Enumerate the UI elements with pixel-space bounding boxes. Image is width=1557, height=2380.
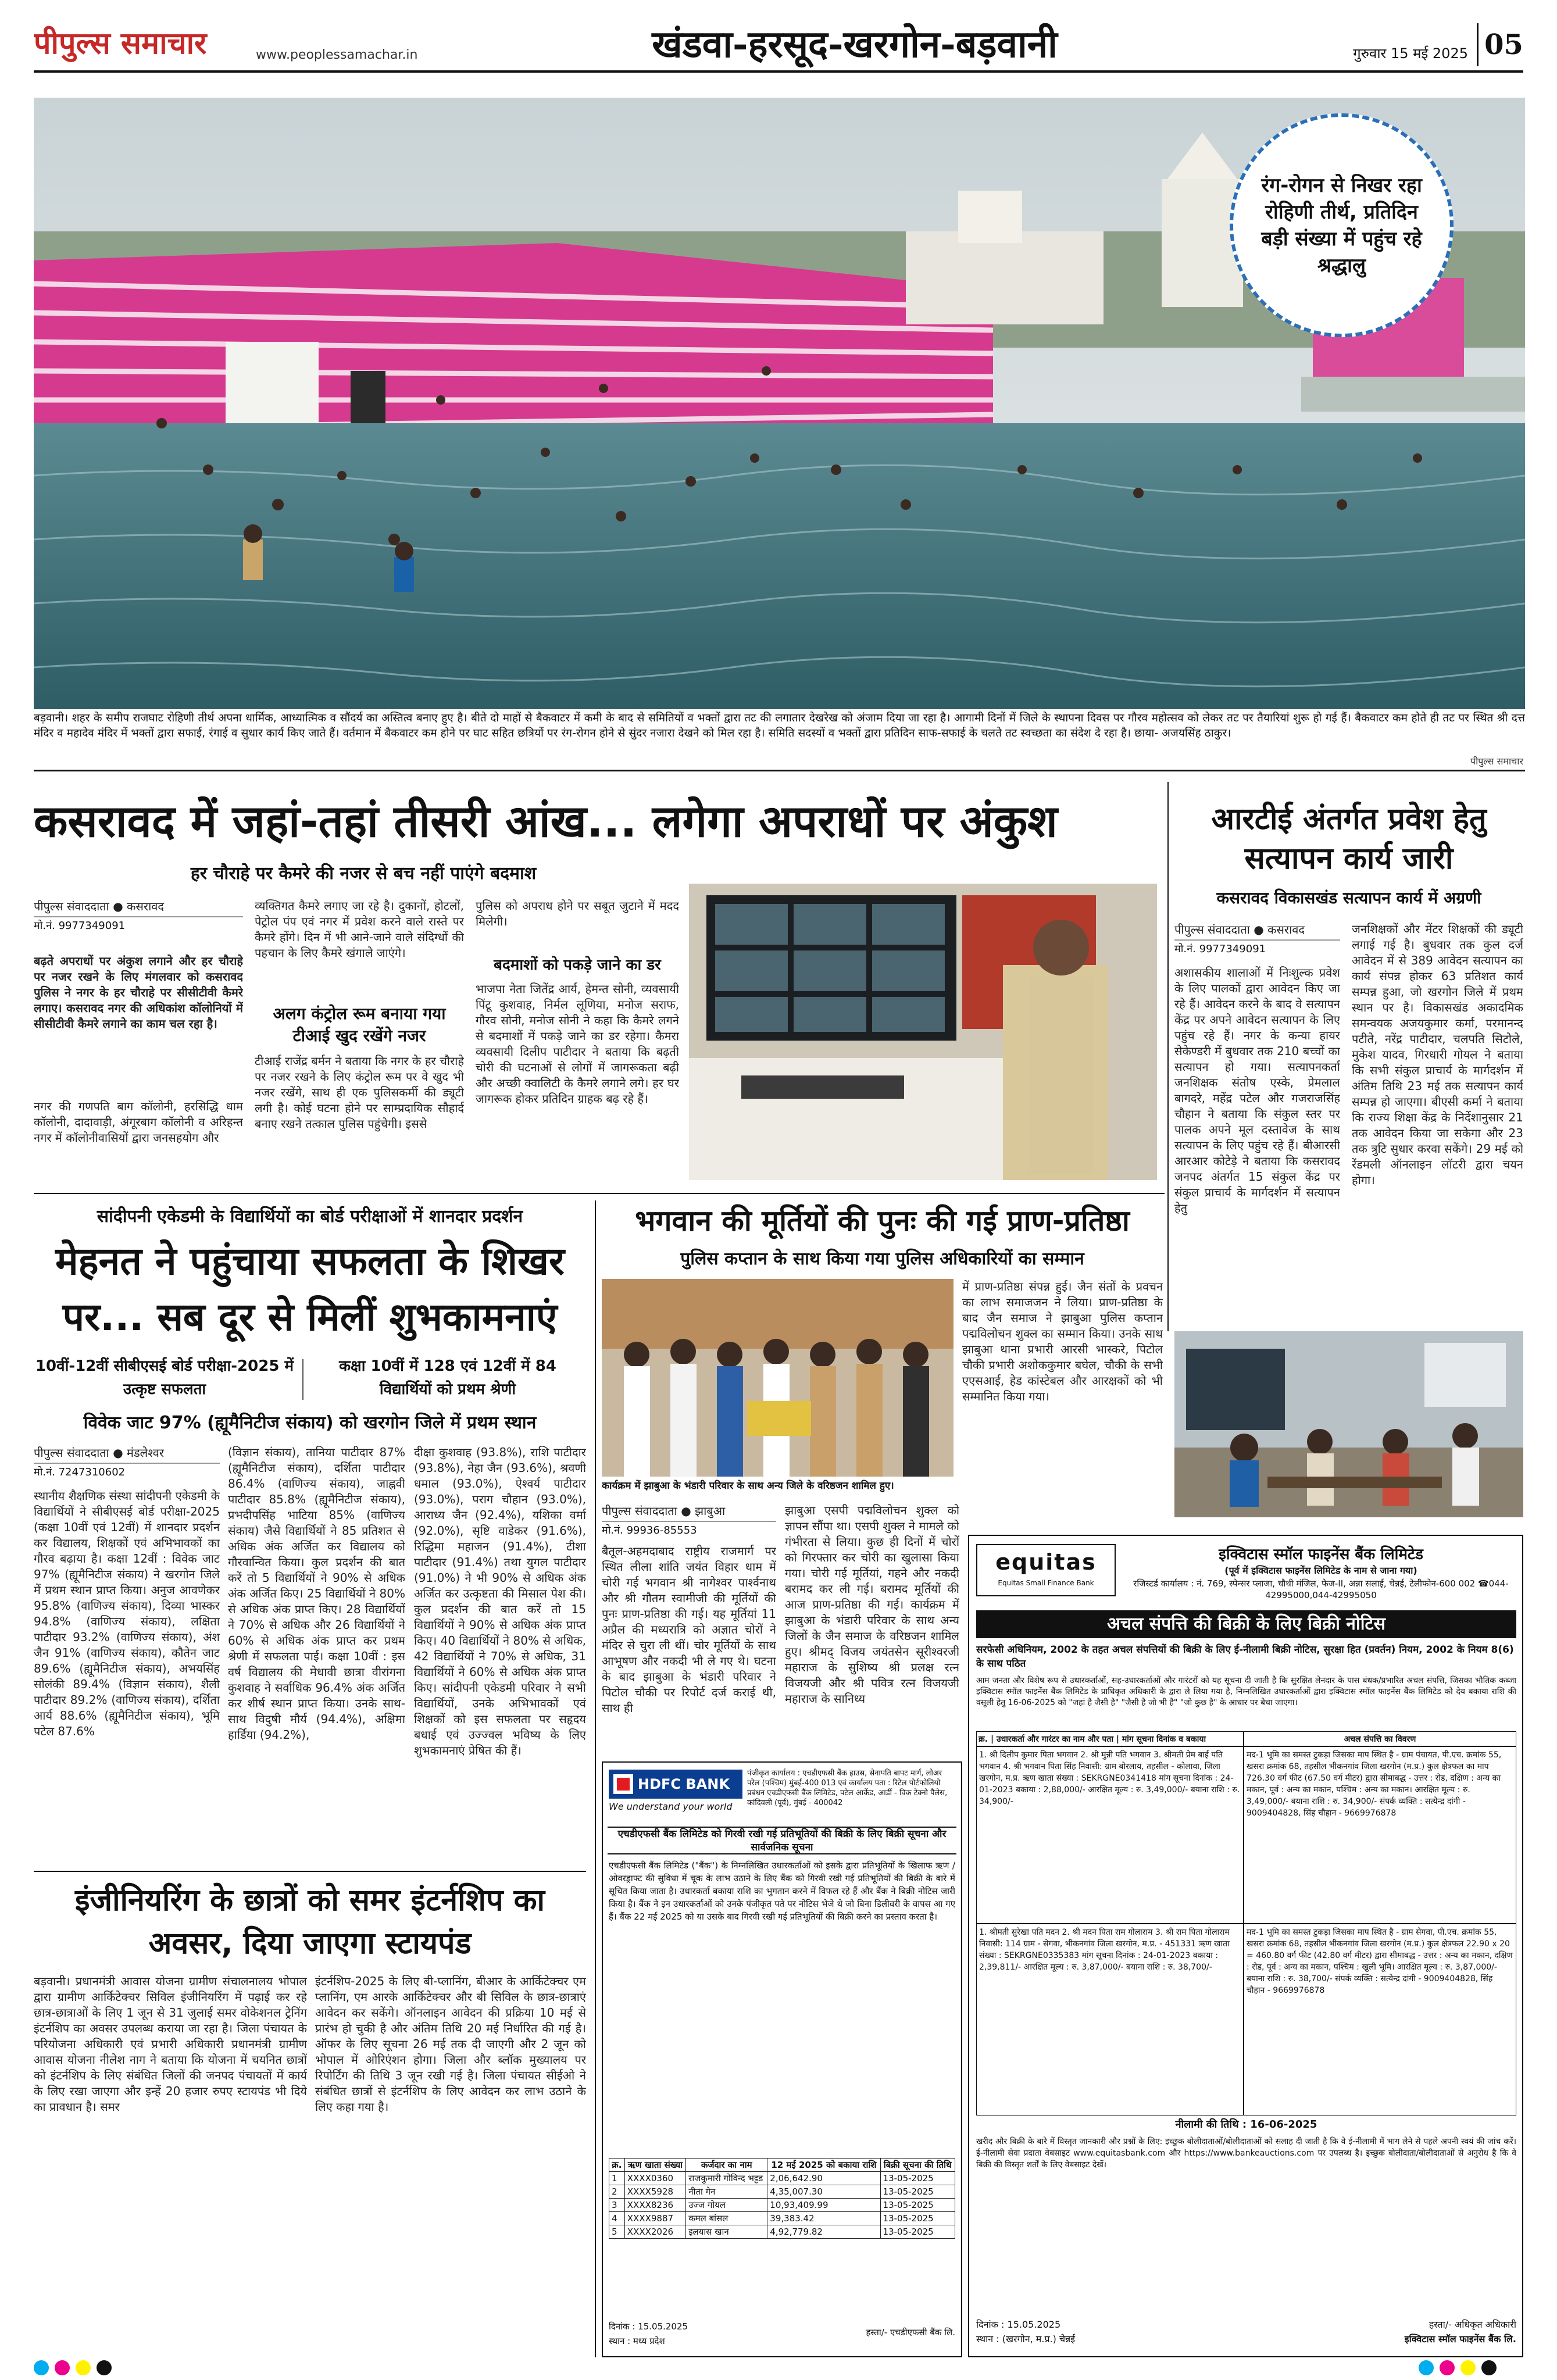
issue-date: गुरुवार 15 मई 2025: [1353, 45, 1468, 62]
hdfc-signature: हस्ता/- एचडीएफसी बैंक लि.: [866, 2327, 955, 2338]
engineering-col1: बड़वानी। प्रधानमंत्री आवास योजना ग्रामीण संचालनालय भोपाल द्वारा ग्रामीण आर्किटेक्चर सिविल इंजीनियरिंग में पढ़ाई कर रहे छात्र-छात्राओं के लिए 1 जून से 31 जुलाई समर वोकेशनल ट्रेनिंग इंटर्नशिप का अवसर उपलब्ध कराया जा रहा है। जिला पंचायत के परियोजना अधिकारी एवं प्रभारी अधिकारी प्रधानमंत्री ग्रामीण आवास योजना नीलेश नाग ने बताया कि योजना में चयनित छात्रों को इंटर्नशिप के लिए संबंधित जिलों की जनपद पंचायतों में कार्य के लिए रखा जाएगा और इन्हें 20 हजार रुपए स्टायपंड भी दिये का प्रावधान है। समर: [34, 1974, 307, 2114]
kasrawad-byline: पीपुल्स संवाददाता ● कसरावद: [34, 898, 243, 917]
table-row: [609, 2199, 955, 2212]
hdfc-title: एचडीएफसी बैंक लिमिटेड को गिरवी रखी गई प्रतिभूतियों की बिक्री के लिए बिक्री सूचना और सार्वजनिक सूचना: [608, 1827, 956, 1854]
cell: 13-05-2025: [880, 2212, 955, 2225]
cell: 4: [609, 2212, 625, 2225]
equitas-sign1: हस्ता/- अधिकृत अधिकारी: [1429, 2319, 1516, 2330]
cell: 1: [609, 2172, 625, 2185]
equitas-address: रजिस्टर्ड कार्यालय : नं. 769, स्पेन्सर प्लाजा, चौथी मंजिल, फेज-II, अन्ना सलाई, चेन्नई, टेलीफोन-600 002 ☎044-42995000,044-42995050: [1133, 1578, 1509, 1600]
sandipani-headline: मेहनत ने पहुंचाया सफलता के शिखर पर... सब दूर से मिलीं शुभकामनाएं: [55, 1239, 565, 1339]
cell: 4,35,007.30: [767, 2185, 880, 2199]
lead-bubble: [1230, 113, 1454, 337]
equitas-place: स्थान : (खरगोन, म.प्र.) चेन्नई: [976, 2333, 1076, 2345]
table-row: [609, 2172, 955, 2185]
cell: राजकुमारी गोविन्द भट्टड: [686, 2172, 767, 2185]
cell: XXXX2026: [624, 2225, 685, 2239]
equitas-row1-left: 1. श्री दिलीप कुमार पिता भगवान 2. श्री मुन्नी पति भगवान 3. श्रीमती प्रेम बाई पति भगवान 4. श्री भगवान पिता सिंह निवासी: ग्राम बोरलाय, तहसील - कोलावा, जिला खरगोन, म.प्र. ऋण खाता संख्या : SEKRGNE0341418 मांग सूचना दिनांक : 24-01-2023 बकाया : 2,88,000/- आरक्षित मूल्य : रु. 3,49,000/- बयाना राशि : रु. 34,900/-: [976, 1746, 1244, 1924]
jhabua-right-col: में प्राण-प्रतिष्ठा संपन्न हुई। जैन संतों के प्रवचन का लाभ समाजजन ने लिया। प्राण-प्रतिष्ठा के बाद जैन समाज ने झाबुआ पुलिस कप्तान पद्मविलोचन शुक्ल का सम्मान किया। उनके साथ झाबुआ थाना प्रभारी आरसी भास्करे, पिटोल चौकी प्रभारी अशोककुमार बघेल, चौकी के सभी एएसआई, हेड कांस्टेबल और आरक्षकों को भी सम्मानित किया गया।: [962, 1280, 1163, 1403]
hdfc-th-borrower: कर्जदार का नाम: [686, 2159, 767, 2172]
cell: 5: [609, 2225, 625, 2239]
kasrawad-col2a: व्यक्तिगत कैमरे लगाए जा रहे है। दुकानों, होटलों, पेट्रोल पंप एवं नगर में प्रवेश करने वाले रास्ते पर कैमरे होंगे। दिन में भी आने-जाने वाले संदिग्धों की पहचान के लिए कैमरे खंगाले जाएंगे।: [255, 899, 464, 960]
cell: XXXX8236: [624, 2199, 685, 2212]
sandipani-byline: पीपुल्स संवाददाता ● मंडलेश्वर: [34, 1445, 220, 1464]
hdfc-logo: [609, 1770, 742, 1799]
equitas-auction-date: नीलामी की तिथि : 16-06-2025: [1175, 2118, 1317, 2131]
rte-mobile: मो.नं. 9977349091: [1174, 943, 1266, 955]
hdfc-th-amount: 12 मई 2025 को बकाया राशि: [767, 2159, 880, 2172]
lead-caption: बड़वानी। शहर के समीप राजघाट रोहिणी तीर्थ अपना धार्मिक, आध्यात्मिक व सौंदर्य का अस्तित्व बनाए हुए है। बीते दो माहों से बैकवाटर में कमी के बाद से समितियों व भक्तों द्वारा तट की लगातार देखरेख को अंजाम दिया जा रहा है। आगामी दिनों में जिले के स्थापना दिवस पर गौरव महोत्सव को लेकर तट पर तैयारियां शुरू हो गई हैं। बैकवाटर कम होते ही तट पर स्थित श्री दत्त मंदिर व महादेव मंदिर में भक्तों द्वारा सफाई, रंगाई व सुधार कार्य किए जाते हैं। वर्तमान में बैकवाटर कम होने पर घाट सहित छत्रियों पर रंग-रोगन होने से सुंदर नजारा देखने को मिल रहा है। समिति सदस्यों व भक्तों द्वारा प्रतिदिन साफ-सफाई के चलते तट स्वच्छता का संदेश दे रहा है। छाया- अजयसिंह ठाकुर।: [34, 712, 1525, 739]
equitas-para: आम जनता और विशेष रूप से उधारकर्ताओं, सह-उधारकर्ताओं और गारंटरों को यह सूचना दी जाती है कि सुरक्षित लेनदार के पास बंधक/प्रभारित अचल संपत्ति, जिसका भौतिक कब्जा इक्विटास स्मॉल फाइनेंस बैंक लिमिटेड के प्राधिकृत अधिकारी के द्वारा ले लिया गया है, निम्नलिखित उधारकर्ताओं द्वारा इक्विटास स्मॉल फाइनेंस बैंक लिमिटेड को देय बकाया राशि की वसूली हेतु 16-06-2025 को "जहां है जैसी है" "जैसी है जो भी है" "जो कुछ है" के आधार पर बेचा जाएगा।: [976, 1676, 1516, 1707]
equitas-logo: [976, 1544, 1116, 1596]
equitas-notice-title: अचल संपत्ति की बिक्री के लिए बिक्री नोटिस: [976, 1610, 1516, 1638]
cell: XXXX9887: [624, 2212, 685, 2225]
cell: 13-05-2025: [880, 2225, 955, 2239]
equitas-logo-text: equitas: [995, 1549, 1097, 1575]
kasrawad-mobile: मो.नं. 9977349091: [34, 920, 126, 932]
kasrawad-col3a: पुलिस को अपराध होने पर सबूत जुटाने में मदद मिलेगी।: [476, 899, 679, 928]
jhabua-ceremony-photo: [602, 1279, 954, 1477]
equitas-company: इक्विटास स्मॉल फाइनेंस बैंक लिमिटेड: [1219, 1546, 1423, 1563]
cell: XXXX5928: [624, 2185, 685, 2199]
kasrawad-subhead1: अलग कंट्रोल रूम बनाया गया टीआई खुद रखेंगे नजर: [273, 1004, 446, 1045]
hdfc-brand: HDFC BANK: [638, 1776, 730, 1792]
cell: 13-05-2025: [880, 2199, 955, 2212]
table-row: [609, 2185, 955, 2199]
lead-credit: पीपुल्स समाचार: [1470, 756, 1523, 767]
cell: कमल बांसल: [686, 2212, 767, 2225]
cell: 2: [609, 2185, 625, 2199]
jhabua-deck: पुलिस कप्तान के साथ किया गया पुलिस अधिकारियों का सम्मान: [680, 1249, 1084, 1269]
cell: 3: [609, 2199, 625, 2212]
cctv-control-room-photo: [689, 884, 1157, 1180]
page-number: 05: [1477, 23, 1529, 66]
kasrawad-headline: कसरावद में जहां-तहां तीसरी आंख... लगेगा अपराधों पर अंकुश: [34, 795, 1058, 847]
hdfc-th-sno: क्र.: [609, 2159, 625, 2172]
cell: 2,06,642.90: [767, 2172, 880, 2185]
jhabua-byline: पीपुल्स संवाददाता ● झाबुआ: [602, 1503, 776, 1522]
masthead: [0, 0, 1557, 69]
section-title: खंडवा-हरसूद-खरगोन-बड़वानी: [652, 23, 1058, 66]
masthead-url[interactable]: www.peoplessamachar.in: [256, 48, 418, 62]
rte-deck: कसरावद विकासखंड सत्यापन कार्य में अग्रणी: [1216, 888, 1481, 907]
hdfc-tagline: We understand your world: [609, 1801, 733, 1812]
verification-office-photo: [1174, 1331, 1523, 1517]
sandipani-col1: स्थानीय शैक्षणिक संस्था सांदीपनी एकेडमी के विद्यार्थियों ने सीबीएसई बोर्ड परीक्षा-2025 (कक्षा 10वीं एवं 12वीं) में शानदार प्रदर्शन कर विद्यालय, शिक्षकों एवं अभिभावकों का गौरव बढ़ाया है। कक्षा 12वीं : विवेक जाट 97% (ह्यूमैनिटीज संकाय) ने खरगोन जिले में प्रथम स्थान प्राप्त किया। अनुज आवणेकर 95.8% (वाणिज्य संकाय), दिव्या भास्कर 94.8% (वाणिज्य संकाय), लक्षिता पाटीदार 93.2% (वाणिज्य संकाय), अंश जैन 91% (वाणिज्य संकाय), कौतेन जाट 89.6% (ह्यूमैनिटीज संकाय), अभयसिंह सोलंकी 89.4% (विज्ञान संकाय), शैली पाटीदार 89.2% (वाणिज्य संकाय), दर्शिता आर्य 88.6% (ह्यूमैनिटीज संकाय), भूमि पटेल 87.6%: [34, 1489, 220, 1738]
hdfc-date: दिनांक : 15.05.2025: [609, 2321, 688, 2332]
sandipani-sub-b: कक्षा 10वीं में 128 एवं 12वीं में 84 विद्यार्थियों को प्रथम श्रेणी: [339, 1357, 556, 1398]
sandipani-kicker: सांदीपनी एकेडमी के विद्यार्थियों का बोर्ड परीक्षाओं में शानदार प्रदर्शन: [97, 1206, 523, 1227]
equitas-logo-sub: Equitas Small Finance Bank: [998, 1579, 1094, 1587]
jhabua-col2: झाबुआ एसपी पद्मविलोचन शुक्ल को ज्ञापन सौंपा था। एसपी शुक्ल ने मामले को गंभीरता से लिया। कुछ ही दिनों में चोरों को गिरफ्तार कर चोरी का खुलासा किया गया। चोरी गई मूर्तियां, गहने और नकदी बरामद कर ली गई। बरामद मूर्तियों की आज प्राण-प्रतिष्ठा की गई। कार्यक्रम में झाबुआ के भंडारी परिवार के साथ अन्य जिलों के जैन समाज के वरिष्ठजन शामिल हुए। श्रीमद् विजय जयंतसेन सूरीश्वरजी महाराज के सुशिष्य श्री प्रलक्ष रत्न विजयजी और श्री पवित्र रत्न विजयजी महाराज के सानिध्य: [785, 1503, 959, 1706]
table-row: [609, 2212, 955, 2225]
hdfc-notice: [602, 1761, 962, 2357]
equitas-row2-right: मद-1 भूमि का समस्त टुकड़ा जिसका माप स्थित है - ग्राम सेगवा, पी.एच. क्रमांक 55, खसरा क्रमांक 68, तहसील भीकनगांव जिला खरगोन (म.प्र.) कुल क्षेत्रफल 22.90 x 20 = 460.80 वर्ग फीट (42.80 वर्ग मीटर) द्वारा सीमाबद्ध - उत्तर : अन्य का मकान, दक्षिण : रोड, पूर्व : अन्य का मकान, पश्चिम : खुली भूमि। आरक्षित मूल्य : रु. 3,87,000/- बयाना राशि : रु. 38,700/- संपर्क व्यक्ति : सत्येन्द्र दांगी - 9009404828, सिंह चौहान - 9669976878: [1244, 1924, 1516, 2115]
sandipani-deck: विवेक जाट 97% (ह्यूमैनिटीज संकाय) को खरगोन जिले में प्रथम स्थान: [83, 1413, 537, 1433]
masthead-logo: पीपुल्स समाचार: [34, 26, 207, 61]
hdfc-th-date: बिक्री सूचना की तिथि: [880, 2159, 955, 2172]
jhabua-col1: बैतूल-अहमदाबाद राष्ट्रीय राजमार्ग पर स्थित लीला शांति जयंत विहार धाम में चोरी गई भगवान श्री नागेश्वर पार्श्वनाथ और श्री गौतम स्वामीजी की मूर्तियों की पुनः प्राण-प्रतिष्ठा की गई। यह मूर्तियां 11 अप्रैल की मध्यरात्रि को अज्ञात चोरों ने मंदिर से चुरा ली थीं। चोर मूर्तियों के साथ आभूषण और नकदी भी ले गए थे। घटना के बाद झाबुआ के भंडारी परिवार ने पिटोल चौकी पर रिपोर्ट दर्ज कराई थी, साथ ही: [602, 1544, 776, 1715]
hdfc-place: स्थान : मध्य प्रदेश: [609, 2336, 665, 2346]
kasrawad-deck: हर चौराहे पर कैमरे की नजर से बच नहीं पाएंगे बदमाश: [190, 863, 537, 884]
cell: 4,92,779.82: [767, 2225, 880, 2239]
kasrawad-col3b: भाजपा नेता जितेंद्र आर्य, हेमन्त सोनी, व्यवसायी पिंटू कुशवाह, निर्मल लूणिया, मनोज सराफ, गौरव सोनी, मनोज सोनी ने कहा कि कैमरे लगने से बदमाशों में पकड़े जाने का डर रहेगा। कैमरा व्यवसायी दिलीप पाटीदार ने बताया कि बढ़ती चोरी की घटनाओं से लोगों में जागरूकता बढ़ी और अच्छी क्वालिटी के कैमरे लगाने लगे। हर घर जागरूक होकर प्रतिदिन ग्राहक बढ़ रहे हैं।: [476, 982, 679, 1106]
jhabua-mobile: मो.नं. 99936-85553: [602, 1524, 697, 1536]
color-registration-bar-left: [34, 2360, 179, 2377]
sandipani-sub-a: 10वीं-12वीं सीबीएसई बोर्ड परीक्षा-2025 में उत्कृष्ट सफलता: [35, 1357, 294, 1398]
engineering-col2: इंटर्नशिप-2025 के लिए बी-प्लानिंग, बीआर के आर्किटेक्चर एम प्लानिंग, एम आरके आर्किटेक्चर और बी सिविल के छात्र-छात्राएं आवेदन कर सकेंगे। ऑनलाइन आवेदन की प्रक्रिया 10 मई से प्रारंभ हो चुकी है और अंतिम तिथि 20 मई निर्धारित की गई है। ऑफर के लिए सूचना 26 मई तक दी जाएगी और 2 जून को भोपाल में ओरिएंशन होगा। जिला और ब्लॉक मुख्यालय पर रिपोर्टिंग की तिथि 3 जून रखी गई है। जिला पंचायत सीईओ ने संबंधित छात्रों से इंटर्नशिप के लिए आवेदन कर लाभ उठाने के लिए कहा गया है।: [315, 1974, 586, 2114]
hdfc-body: एचडीएफसी बैंक लिमिटेड ("बैंक") के निम्नलिखित उधारकर्ताओं को इसके द्वारा प्रतिभूतियों के खिलाफ ऋण / ओवरड्राफ्ट की सुविधा में चूक के लाभ उठाने के लिए बैंक को गिरवी रखी गई प्रतिभूतियों की बिक्री के बारे में सूचित किया जाता है। उधारकर्ता बकाया राशि का भुगतान करने में विफल रहे हैं और बैंक ने बिक्री नोटिस जारी किया है। बैंक ने इन उधारकर्ताओं को उनके पंजीकृत पते पर नोटिस भेजे थे जो बिना डिलीवरी के वापस आ गए हैं। बैंक 22 मई 2025 को या उसके बाद गिरवी रखी गई प्रतिभूतियों की बिक्री करने का प्रस्ताव करता है।: [609, 1860, 955, 1922]
engineering-headline: इंजीनियरिंग के छात्रों को समर इंटर्नशिप का अवसर, दिया जाएगा स्टायपंड: [74, 1883, 545, 1961]
rte-byline: पीपुल्स संवाददाता ● कसरावद: [1174, 921, 1340, 941]
cell: इलयास खान: [686, 2225, 767, 2239]
equitas-notice-intro: सरफेसी अधिनियम, 2002 के तहत अचल संपत्तियों की बिक्री के लिए ई-नीलामी बिक्री नोटिस, सुरक्षा हित (प्रवर्तन) नियम, 2002 के नियम 8(6) के साथ पठित: [976, 1644, 1514, 1670]
kasrawad-col2b: टीआई राजेंद्र बर्मन ने बताया कि नगर के हर चौराहे पर नजर रखने के लिए कंट्रोल रूम पर वे खुद भी नजर रखेंगे, साथ ही एक पुलिसकर्मी की ड्यूटी लगी है। कोई घटना होने पर साम्प्रदायिक सौहार्द बनाए रखने तत्काल पुलिस पहुंचेगी। इससे: [255, 1054, 464, 1131]
sandipani-col2: (विज्ञान संकाय), तानिया पाटीदार 87% (ह्यूमैनिटीज संकाय), दर्शिता पाटीदार 86.4% (वाणिज्य संकाय), जाह्नवी पाटीदार 85.8% (ह्यूमैनिटीज संकाय), प्रभदीपसिंह भाटिया 85% (वाणिज्य संकाय) जैसे विद्यार्थियों ने 85 प्रतिशत से अधिक अंक अर्जित कर विद्यालय को गौरवान्वित किया। कुल प्रदर्शन की बात करें तो 5 विद्यार्थियों ने 90% से अधिक अंक अर्जित किए। 25 विद्यार्थियों ने 80% से अधिक अंक प्राप्त किए। 28 विद्यार्थियों ने 70% से अधिक और 26 विद्यार्थियों ने 60% से अधिक अंक प्राप्त कर प्रथम श्रेणी में सफलता पाई। कक्षा 10वीं : इस वर्ष विद्यालय की मेधावी छात्रा वीरांगना कुशवाह ने सर्वाधिक 96.4% अंक अर्जित कर शीर्ष स्थान प्राप्त किया। उनके साथ-साथ विदुषी मौर्य (94.4%), अक्षिमा हार्डिया (94.2%),: [228, 1445, 405, 1742]
equitas-footer: खरीद और बिक्री के बारे में विस्तृत जानकारी और प्रश्नों के लिए: इच्छुक बोलीदाताओं/बोलीदाताओं को सलाह दी जाती है कि वे ई-नीलामी में भाग लेने से पहले अपनी स्वयं की जांच करें। ई-नीलामी सेवा प्रदाता वेबसाइट www.equitasbank.com और https://www.bankeauctions.com पर उपलब्ध है। इच्छुक बोलीदाता/बोलीदाताओं से अनुरोध है कि वे बिक्री की विस्तृत शर्तों के लिए वेबसाइट देखें।: [976, 2137, 1516, 2170]
cell: XXXX0360: [624, 2172, 685, 2185]
equitas-sign2: इक्विटास स्मॉल फाइनेंस बैंक लि.: [1404, 2333, 1516, 2345]
hdfc-th-account: ऋण खाता संख्या: [624, 2159, 685, 2172]
sandipani-mobile: मो.नं. 7247310602: [34, 1466, 126, 1478]
equitas-notice: [968, 1535, 1523, 2357]
cell: नीता गेन: [686, 2185, 767, 2199]
equitas-row1-right: मद-1 भूमि का समस्त टुकड़ा जिसका माप स्थित है - ग्राम पंचायत, पी.एच. क्रमांक 55, खसरा क्रमांक 68, तहसील भीकनगांव जिला खरगोन (म.प्र.) कुल क्षेत्रफल का माप 726.30 वर्ग फीट (67.50 वर्ग मीटर) द्वारा सीमाबद्ध - उत्तर : रोड, दक्षिण : अन्य का मकान, पूर्व : अन्य का मकान, पश्चिम : अन्य का मकान। आरक्षित मूल्य : रु. 3,49,000/- बयाना राशि : रु. 34,900/- संपर्क व्यक्ति : सत्येन्द्र दांगी - 9009404828, सिंह चौहान - 9669976878: [1244, 1746, 1516, 1924]
rte-headline: आरटीई अंतर्गत प्रवेश हेतु सत्यापन कार्य जारी: [1211, 802, 1487, 876]
lead-bubble-text: रंग-रोगन से निखर रहा रोहिणी तीर्थ, प्रतिदिन बड़ी संख्या में पहुंच रहे श्रद्धालु: [1261, 173, 1422, 277]
hdfc-table: [609, 2158, 955, 2239]
cell: 13-05-2025: [880, 2172, 955, 2185]
equitas-col-a-head: क्र. | उधारकर्ता और गारंटर का नाम और पता | मांग सूचना दिनांक व बकाया: [976, 1731, 1244, 1746]
equitas-date: दिनांक : 15.05.2025: [976, 2319, 1061, 2330]
cell: उज्ज गोयल: [686, 2199, 767, 2212]
color-registration-bar-right: [1419, 2360, 1523, 2377]
cell: 39,383.42: [767, 2212, 880, 2225]
table-row: [609, 2225, 955, 2239]
kasrawad-lede: बढ़ते अपराधों पर अंकुश लगाने और हर चौराहे पर नजर रखने के लिए मंगलवार को कसरावद पुलिस ने नगर के हर चौराहे पर सीसीटीवी कैमरे लगाए। कसरावद नगर की अधिकांश कॉलोनियों में सीसीटीवी कैमरे लगाने का काम चल रहा है।: [34, 954, 243, 1031]
equitas-former: (पूर्व में इक्विटास फाइनेंस लिमिटेड के नाम से जाना गया): [1224, 1565, 1417, 1576]
cell: 10,93,409.99: [767, 2199, 880, 2212]
kasrawad-col1: नगर की गणपति बाग कॉलोनी, हरसिद्धि धाम कॉलोनी, दादावाड़ी, अंगूरबाग कॉलोनी व अरिहन्त नगर में कॉलोनीवासियों द्वारा जनसहयोग और: [34, 1099, 243, 1145]
rte-col1: अशासकीय शालाओं में निःशुल्क प्रवेश के लिए पालकों द्वारा आवेदन किए जा रहे हैं। आवेदन करने के बाद वे सत्यापन केंद्र पर अपने आवेदन सत्यापन के लिए पहुंच रहे हैं। नगर के कन्या हायर सेकेण्डरी में बुधवार तक 210 बच्चों का सत्यापन हो गया। सत्यापनकर्ता जनशिक्षक संतोष एस्के, प्रेमलाल बागदरे, महेंद्र पटेल और गजराजसिंह चौहान ने बताया कि संकुल स्तर पर पालक अपने मूल दस्तावेज के साथ सत्यापन के लिए पहुंच रहे हैं। बीआरसी आरआर कोटेड़े ने बताया कि कसरावद जनपद अंतर्गत 15 संकुल केंद्र पर संकुल प्राचार्य के मार्गदर्शन में सत्यापन हेतु: [1174, 966, 1340, 1215]
kasrawad-subhead2: बदमाशों को पकड़े जाने का डर: [494, 956, 661, 974]
equitas-col-b-head: अचल संपत्ति का विवरण: [1244, 1731, 1516, 1746]
hdfc-logo-icon: [613, 1774, 633, 1794]
equitas-row2-left: 1. श्रीमती सुरेखा पति मदन 2. श्री मदन पिता राम गोलाराम 3. श्री राम पिता गोलाराम निवासी: 114 ग्राम - सेगवा, भीकनगांव जिला खरगोन, म.प्र. - 451331 ऋण खाता संख्या : SEKRGNE0335383 मांग सूचना दिनांक : 24-01-2023 बकाया : 2,39,811/- आरक्षित मूल्य : रु. 3,87,000/- बयाना राशि : रु. 38,700/-: [976, 1924, 1244, 2115]
hdfc-office: पंजीकृत कार्यालय : एचडीएफसी बैंक हाउस, सेनापति बापट मार्ग, लोअर परेल (पश्चिम) मुंबई-400 013 एवं कार्यालय पता : रिटेल पोर्टफोलियो प्रबंधन एचडीएफसी बैंक लिमिटेड, पटेल आर्केड, आर्डी - विक टेक्नो पैलेस, कांदिवली (पूर्व), मुंबई - 400042: [747, 1769, 948, 1807]
cell: 13-05-2025: [880, 2185, 955, 2199]
sandipani-col3: दीक्षा कुशवाह (93.8%), राशि पाटीदार (93.8%), नेहा जैन (93.6%), श्रवणी धमाल (93.0%), ऐश्वर्य पाटीदार (93.0%), पराग चौहान (93.0%), आराध्य जैन (92.4%), यशिका वर्मा (92.0%), सृष्टि वाडेकर (91.6%), रिद्धिमा महाजन (91.4%), टीशा पाटीदार (91.4%) तथा युगल पाटीदार (91.0%) ने भी 90% से अधिक अंक अर्जित कर उत्कृष्टता की मिसाल पेश की। कुल प्रदर्शन की बात करें तो 15 विद्यार्थियों ने 90% से अधिक अंक प्राप्त किए। 40 विद्यार्थियों ने 80% से अधिक, 42 विद्यार्थियों ने 70% से अधिक, 31 विद्यार्थियों ने 60% से अधिक अंक प्राप्त किए। सांदीपनी एकेडमी परिवार ने सभी विद्यार्थियों, उनके अभिभावकों एवं शिक्षकों को इस सफलता पर सहृदय बधाई एवं उज्ज्वल भविष्य के लिए शुभकामनाएं प्रेषित की हैं।: [414, 1445, 586, 1757]
jhabua-photo-caption: कार्यक्रम में झाबुआ के भंडारी परिवार के साथ अन्य जिले के वरिष्ठजन शामिल हुए।: [602, 1480, 894, 1492]
rte-col2: जनशिक्षकों और मेंटर शिक्षकों की ड्यूटी लगाई गई है। बुधवार तक कुल दर्ज आवेदन में से 389 आवेदन सत्यापन का कार्य संपन्न होकर 63 प्रतिशत कार्य सम्पन्न हुआ, जो खरगोन जिले में प्रथम स्थान पर है। विकासखंड अकादमिक समन्वयक अजयकुमार कर्मा, परमानन्द पटीते, नरेंद्र पाटीदार, चलपति सिटोले, मुकेश यादव, गिरधारी गोयल ने बताया कि सभी संकुल प्राचार्य के मार्गदर्शन में अंतिम तिथि 23 मई तक सत्यापन कार्य सम्पन्न हो जाएगा। बीएसी कर्मा ने बताया कि राज्य शिक्षा केंद्र के निर्देशानुसार 21 तक आवेदन किया जा सकेगा और 23 तक त्रुटि सुधार करवा सकेंगे। 29 मई को रेंडमली ऑनलाइन लॉटरी द्वारा चयन होगा।: [1352, 922, 1523, 1187]
jhabua-headline: भगवान की मूर्तियों की पुनः की गई प्राण-प्रतिष्ठा: [635, 1204, 1130, 1238]
